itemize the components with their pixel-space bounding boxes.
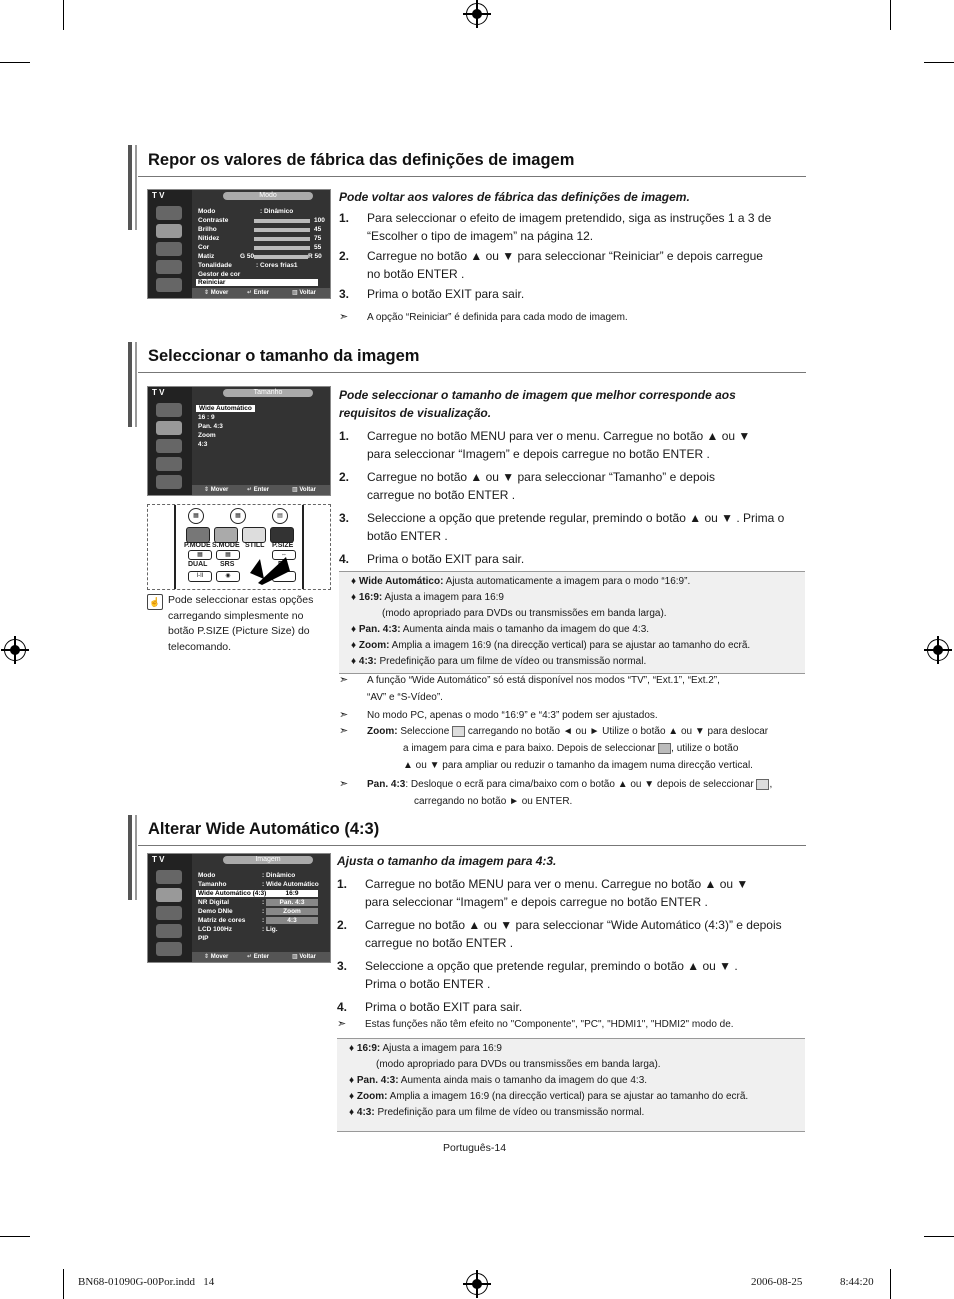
remote-label: P.MODE	[184, 542, 211, 549]
step-text: para seleccionar “Imagem” e depois carregue no botão ENTER .	[365, 895, 708, 909]
note-text: carregando no botão ► ou ENTER.	[414, 796, 573, 807]
note-text: : Desloque o ecrã para cima/baixo com o botão ▲ ou ▼ depois de seleccionar	[405, 779, 754, 790]
remote-button-icon	[188, 571, 212, 582]
print-date: 2006-08-25	[751, 1276, 803, 1288]
option-value: Aumenta ainda mais o tamanho da imagem do que 4:3.	[398, 1075, 648, 1086]
note-key: Zoom:	[367, 726, 398, 737]
note-arrow-icon: ➣	[339, 778, 349, 790]
picture-icon	[156, 888, 182, 902]
osd-screen-mode	[147, 189, 331, 299]
crop-mark	[924, 1236, 954, 1237]
step-text: Seleccione a opção que pretende regular, premindo o botão ▲ ou ▼ .	[365, 959, 738, 973]
remote-dual-symbol: I-II	[196, 573, 204, 579]
crop-mark	[63, 0, 64, 30]
osd-move: Mover	[210, 954, 229, 960]
option-key: ♦ 4:3:	[349, 1107, 375, 1118]
osd-row-label: NR Digital	[198, 899, 230, 906]
osd-row-selected: Wide Automático	[196, 405, 255, 412]
step-text: Carregue no botão ▲ ou ▼ para seleccionar “Wide Automático (4:3)” e depois	[365, 918, 782, 932]
step-text: Carregue no botão ▲ ou ▼ para seleccionar “Tamanho” e depois	[367, 470, 715, 484]
step-text: Prima o botão EXIT para sair.	[365, 1000, 523, 1014]
osd-enter: Enter	[253, 487, 270, 493]
note-text: ▲ ou ▼ para ampliar ou reduzir o tamanho da imagem numa direcção vertical.	[403, 760, 753, 771]
options-box	[337, 1038, 805, 1132]
option-key: ♦ 4:3:	[351, 656, 377, 667]
divider	[138, 372, 806, 373]
osd-row	[198, 208, 294, 215]
remote-control-illustration	[147, 504, 331, 590]
gauge-bar	[254, 228, 310, 232]
remote-label: SRS	[220, 561, 235, 568]
remote-label: STILL	[245, 542, 265, 549]
channel-icon	[156, 260, 182, 274]
osd-move: Mover	[210, 290, 229, 296]
setup-icon	[156, 475, 182, 489]
osd-row-label: Modo	[198, 208, 216, 215]
section-intro: Pode seleccionar o tamanho de imagem que melhor corresponde aos	[339, 388, 736, 402]
sound-icon	[156, 242, 182, 256]
option-key: ♦ Zoom:	[351, 640, 390, 651]
remote-note-line: Pode seleccionar estas opções	[168, 594, 314, 606]
section-bar	[128, 815, 132, 900]
step-number: 2.	[339, 470, 350, 484]
note-text: , utilize o botão	[671, 743, 739, 754]
osd-footer: ⇕ Mover ↵ Enter ▥ Voltar	[192, 952, 330, 962]
sound-icon	[156, 906, 182, 920]
channel-icon	[156, 924, 182, 938]
osd-row-value: : Lig.	[262, 926, 278, 933]
osd-tv-label: T V	[152, 388, 165, 397]
step-text: Carregue no botão MENU para ver o menu. Carregue no botão ▲ ou ▼	[365, 877, 749, 891]
picture-icon	[156, 870, 182, 884]
note	[337, 1016, 807, 1033]
step-item	[337, 875, 807, 911]
note-text: a imagem para cima e para baixo. Depois de seleccionar	[403, 743, 656, 754]
osd-row-label: LCD 100Hz	[198, 926, 232, 933]
option-key: ♦ Wide Automático:	[351, 576, 444, 587]
osd-row-value: 55	[314, 244, 322, 251]
osd-row-value: : Dinâmico	[260, 208, 294, 215]
remote-button-icon: ▦	[216, 550, 240, 560]
osd-row-value: : Dinâmico	[262, 872, 296, 879]
option-value: Ajusta a imagem para 16:9	[380, 1043, 502, 1054]
setup-icon	[156, 278, 182, 292]
osd-option: Zoom	[266, 908, 318, 915]
section-bar	[135, 342, 137, 427]
remote-hand-icon: ☝	[147, 594, 163, 610]
section-bar	[135, 815, 137, 900]
step-text: Para seleccionar o efeito de imagem pretendido, siga as instruções 1 a 3 de	[367, 211, 772, 225]
divider	[138, 176, 806, 177]
step-number: 1.	[337, 877, 348, 891]
remote-button-icon	[186, 527, 210, 543]
note	[339, 672, 809, 706]
step-item	[339, 427, 809, 463]
osd-screen-picture	[147, 853, 331, 963]
option-value: Amplia a imagem 16:9 (na direcção vertical) para se ajustar ao tamanho do ecrã.	[387, 1091, 749, 1102]
step-number: 3.	[339, 287, 350, 301]
hand-pointer-icon	[248, 545, 298, 585]
osd-row-label: 4:3	[198, 441, 208, 448]
remote-button-icon	[242, 527, 266, 543]
option-key: ♦ Zoom:	[349, 1091, 388, 1102]
step-item	[337, 916, 807, 952]
step-text: Prima o botão EXIT para sair.	[367, 552, 525, 566]
osd-row-value: G 50	[240, 253, 255, 260]
remote-note-line: telecomando.	[168, 640, 232, 653]
note-arrow-icon: ➣	[337, 1018, 347, 1030]
step-item	[339, 209, 809, 245]
osd-row-value: 100	[314, 217, 325, 224]
osd-option: 4:3	[266, 917, 318, 924]
osd-enter: Enter	[253, 290, 270, 296]
crop-mark	[0, 1236, 30, 1237]
section-intro: Pode voltar aos valores de fábrica das definições de imagem.	[339, 190, 690, 204]
osd-footer: ⇕ Mover ↵ Enter ▥ Voltar	[192, 288, 330, 298]
osd-row-value: R 50	[308, 253, 322, 260]
option-value: Predefinição para um filme de vídeo ou transmissão normal.	[374, 1107, 645, 1118]
registration-mark-icon	[927, 639, 949, 661]
remote-label: P.SIZE	[272, 542, 294, 549]
crop-mark	[63, 1269, 64, 1299]
note-arrow-icon: ➣	[339, 311, 349, 323]
section-title: Repor os valores de fábrica das definições de imagem	[148, 151, 575, 169]
registration-mark-icon	[466, 1273, 488, 1295]
section-title: Alterar Wide Automático (4:3)	[148, 820, 380, 838]
osd-row-value: :	[262, 899, 265, 906]
osd-option: Pan. 4:3	[266, 899, 318, 906]
picture-icon	[156, 224, 182, 238]
gauge-bar	[254, 255, 308, 259]
step-number: 3.	[337, 959, 348, 973]
option-value: Amplia a imagem 16:9 (na direcção vertical) para se ajustar ao tamanho do ecrã.	[389, 640, 751, 651]
osd-row-label: Cor	[198, 244, 210, 251]
option-value: Ajusta automaticamente a imagem para o modo “16:9”.	[443, 576, 691, 587]
step-number: 2.	[339, 249, 350, 263]
note-text: A função “Wide Automático” só está disponível nos modos “TV”, “Ext.1”, “Ext.2”,	[367, 675, 720, 686]
page-number: Português-14	[443, 1142, 507, 1154]
remote-button-icon: ▦	[230, 508, 246, 524]
note	[339, 707, 809, 724]
osd-row-label: 16 : 9	[198, 414, 215, 421]
option-key: ♦ 16:9:	[351, 592, 383, 603]
step-item	[339, 285, 809, 303]
note-text: carregando no botão ◄ ou ► Utilize o botão ▲ ou ▼ para deslocar	[467, 726, 769, 737]
gauge-bar	[254, 246, 310, 250]
step-text: Prima o botão ENTER .	[365, 977, 491, 991]
osd-row-label: Zoom	[198, 432, 216, 439]
option-value: Ajusta a imagem para 16:9	[382, 592, 504, 603]
section-bar	[128, 145, 132, 230]
note-key: Pan. 4:3	[367, 779, 406, 790]
osd-row-label: Matriz de cores	[198, 917, 246, 924]
remote-button-icon: ◉	[216, 571, 240, 582]
osd-back: Voltar	[299, 487, 316, 493]
note-text: “AV” e “S-Vídeo”.	[367, 692, 443, 703]
osd-row-label: Wide Automático (4:3)	[198, 890, 267, 897]
osd-tv-label: T V	[152, 855, 165, 864]
step-item	[339, 247, 809, 283]
zoom-note	[339, 723, 809, 774]
step-text: para seleccionar “Imagem” e depois carregue no botão ENTER .	[367, 447, 710, 461]
step-text: Prima o botão EXIT para sair.	[367, 287, 525, 301]
setup-icon	[156, 942, 182, 956]
picture-icon	[156, 421, 182, 435]
step-text: carregue no botão ENTER .	[365, 936, 514, 950]
osd-row-label: Tonalidade	[198, 262, 232, 269]
osd-row-value: 75	[314, 235, 322, 242]
step-item	[339, 550, 809, 568]
crop-mark	[924, 62, 954, 63]
pan-mode-icon	[756, 779, 769, 790]
note-text: No modo PC, apenas o modo “16:9” e “4:3” podem ser ajustados.	[367, 710, 658, 721]
crop-mark	[890, 0, 891, 30]
osd-back: Voltar	[299, 954, 316, 960]
remote-button-icon: ⇔	[272, 550, 296, 560]
registration-mark-icon	[466, 3, 488, 25]
osd-enter: Enter	[253, 954, 270, 960]
remote-button-icon: ▦	[188, 550, 212, 560]
osd-row-value: : Cores frias1	[256, 262, 298, 269]
osd-row-value: : Wide Automático	[262, 881, 319, 888]
osd-tv-label: T V	[152, 191, 165, 200]
picture-icon	[156, 403, 182, 417]
step-text: Seleccione a opção que pretende regular, premindo o botão ▲ ou ▼ . Prima o	[367, 511, 785, 525]
osd-footer: ⇕ Mover ↵ Enter ▥ Voltar	[192, 485, 330, 495]
osd-row-label: Demo DNIe	[198, 908, 233, 915]
step-item	[337, 957, 807, 993]
osd-row-selected: Reiniciar	[196, 279, 318, 286]
step-item	[339, 509, 809, 545]
option-key: ♦ 16:9:	[349, 1043, 381, 1054]
note-arrow-icon: ➣	[339, 709, 349, 721]
note-arrow-icon: ➣	[339, 674, 349, 686]
osd-move: Mover	[210, 487, 229, 493]
remote-label: DUAL	[188, 561, 208, 568]
section-intro: Ajusta o tamanho da imagem para 4:3.	[337, 854, 557, 868]
gauge-bar	[254, 237, 310, 241]
section-intro: requisitos de visualização.	[339, 406, 492, 420]
gauge-bar	[254, 219, 310, 223]
osd-row-value: 45	[314, 226, 322, 233]
step-text: Carregue no botão MENU para ver o menu. Carregue no botão ▲ ou ▼	[367, 429, 751, 443]
section-bar	[128, 342, 132, 427]
remote-note	[168, 593, 338, 655]
crop-mark	[890, 1269, 891, 1299]
step-number: 4.	[337, 1000, 348, 1014]
osd-row-label: Nitidez	[198, 235, 220, 242]
osd-row-label: Matiz	[198, 253, 215, 260]
remote-button-icon	[270, 527, 294, 543]
step-text: Carregue no botão ▲ ou ▼ para seleccionar “Reiniciar” e depois carregue	[367, 249, 763, 263]
remote-button-icon	[214, 527, 238, 543]
osd-header: Modo	[223, 192, 313, 200]
osd-option-selected: 16:9	[266, 890, 318, 897]
option-value: Predefinição para um filme de vídeo ou transmissão normal.	[376, 656, 647, 667]
zoom-mode-icon	[452, 726, 465, 737]
note-text: ,	[769, 779, 773, 790]
remote-note-line: botão P.SIZE (Picture Size) do	[168, 625, 310, 637]
section-bar	[135, 145, 137, 230]
osd-row-value: :	[262, 908, 265, 915]
step-item	[337, 998, 807, 1016]
option-key: ♦ Pan. 4:3:	[349, 1075, 399, 1086]
options-box	[339, 571, 805, 674]
osd-row-label: Gestor de cor	[198, 271, 241, 278]
note-arrow-icon: ➣	[339, 725, 349, 737]
note-text: Seleccione	[400, 726, 450, 737]
pan-note	[339, 776, 809, 810]
print-time: 8:44:20	[840, 1276, 874, 1288]
step-number: 2.	[337, 918, 348, 932]
option-value: (modo apropriado para DVDs ou transmissões em banda larga).	[376, 1059, 661, 1070]
remote-button-icon: ▦	[188, 508, 204, 524]
osd-row-label: Contraste	[198, 217, 229, 224]
note	[339, 309, 809, 326]
osd-row-value: :	[262, 917, 265, 924]
osd-row-label: Pan. 4:3	[198, 423, 223, 430]
step-text: botão ENTER .	[367, 529, 448, 543]
osd-header: Tamanho	[223, 389, 313, 397]
osd-back: Voltar	[299, 290, 316, 296]
step-number: 1.	[339, 211, 350, 225]
osd-row	[198, 217, 228, 224]
remote-label: S.MODE	[212, 542, 240, 549]
option-key: ♦ Pan. 4:3:	[351, 624, 401, 635]
section-title: Seleccionar o tamanho da imagem	[148, 347, 420, 365]
zoom-mode-icon	[658, 743, 671, 754]
step-item	[339, 468, 809, 504]
sound-icon	[156, 439, 182, 453]
step-number: 3.	[339, 511, 350, 525]
option-value: (modo apropriado para DVDs ou transmissões em banda larga).	[382, 608, 667, 619]
file-name: BN68-01090G-00Por.indd 14	[78, 1276, 215, 1288]
note-text: A opção “Reiniciar” é definida para cada modo de imagem.	[367, 312, 628, 323]
step-number: 4.	[339, 552, 350, 566]
crop-mark	[0, 62, 30, 63]
registration-mark-icon	[4, 639, 26, 661]
step-text: carregue no botão ENTER .	[367, 488, 516, 502]
osd-header: Imagem	[223, 856, 313, 864]
divider	[138, 845, 806, 846]
option-value: Aumenta ainda mais o tamanho da imagem do que 4:3.	[400, 624, 650, 635]
picture-icon	[156, 206, 182, 220]
step-number: 1.	[339, 429, 350, 443]
osd-row-label: Tamanho	[198, 881, 227, 888]
step-text: no botão ENTER .	[367, 267, 465, 281]
step-text: “Escolher o tipo de imagem” na página 12.	[367, 229, 594, 243]
channel-icon	[156, 457, 182, 471]
remote-note-line: carregando simplesmente no	[168, 609, 304, 622]
osd-row-label: PIP	[198, 935, 209, 942]
osd-row-label: Modo	[198, 872, 216, 879]
osd-row-label: Brilho	[198, 226, 217, 233]
osd-screen-size	[147, 386, 331, 496]
remote-button-icon: ▤	[272, 508, 288, 524]
note-text: Estas funções não têm efeito no "Componente", "PC", "HDMI1", "HDMI2" modo de.	[365, 1019, 734, 1030]
